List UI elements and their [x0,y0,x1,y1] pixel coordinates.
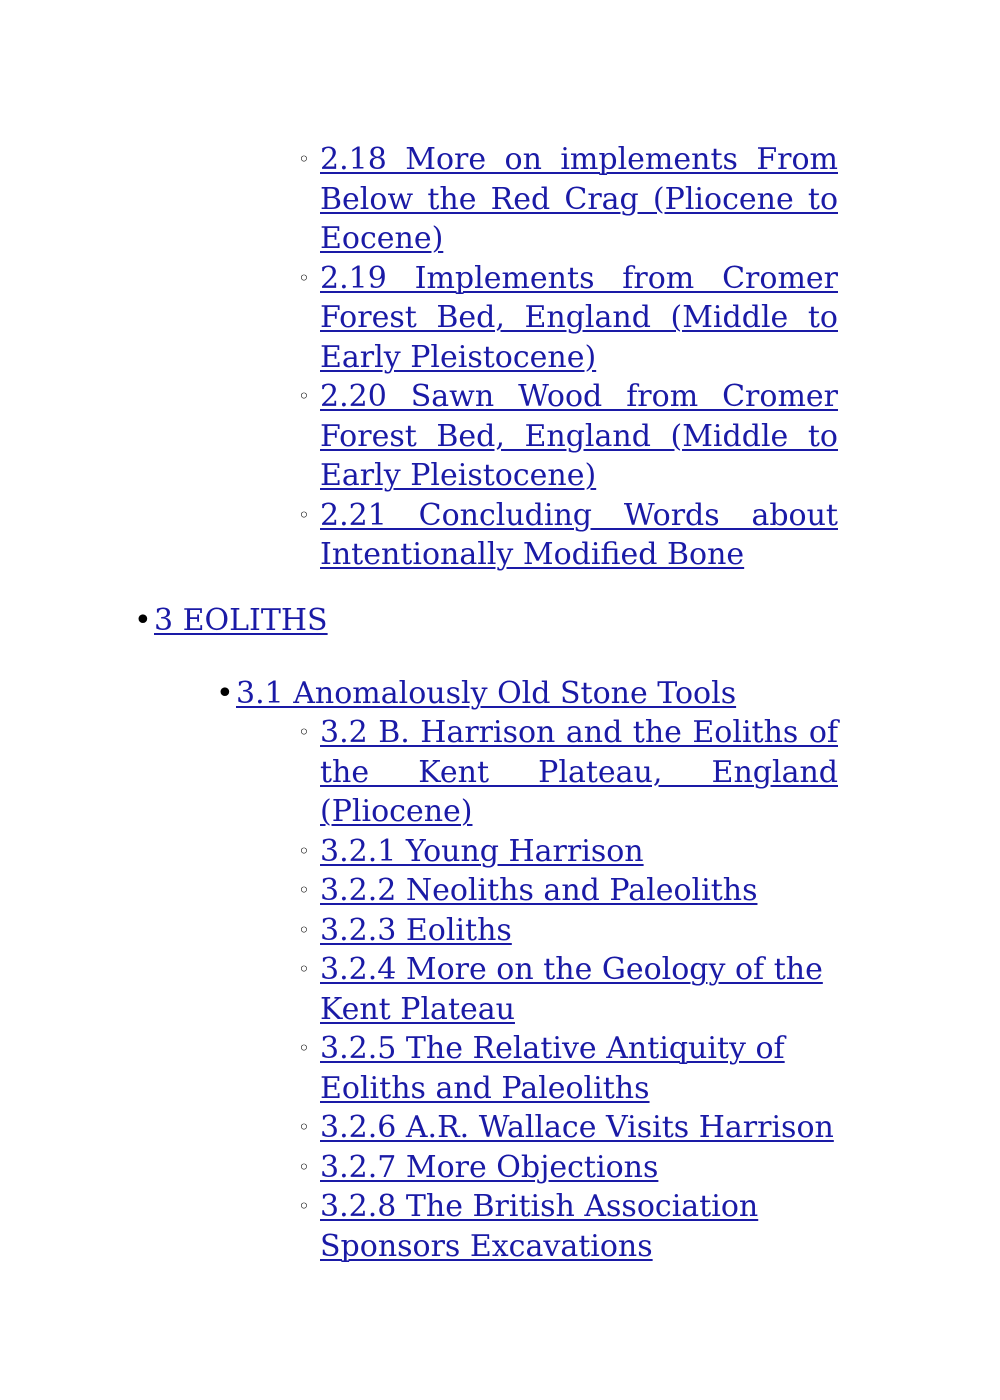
toc-item [298,871,838,911]
toc-link-3-2-8[interactable]: 3.2.8 The British Association Sponsors Excavations [320,1189,759,1264]
circle-bullet-icon: ◦ [298,1154,310,1179]
toc-link-3-2[interactable]: 3.2 B. Harrison and the Eoliths of the Kent Plateau, England (Pliocene) [320,715,838,829]
toc-chapter-item [134,601,328,641]
circle-bullet-icon: ◦ [298,957,310,981]
toc-item [298,1108,838,1148]
toc-sublist-section-3-1 [298,713,838,1266]
disc-bullet-icon: • [134,603,152,638]
circle-bullet-icon: ◦ [298,147,310,171]
toc-item [298,1029,838,1108]
toc-item [298,1187,838,1266]
toc-link-3-2-4[interactable]: 3.2.4 More on the Geology of the Kent Plateau [320,952,823,1027]
toc-link-3-2-7[interactable]: 3.2.7 More Objections [320,1149,659,1185]
toc-link-2-18[interactable]: 2.18 More on implements From Below the Red Crag (Pliocene to Eocene) [320,142,838,256]
circle-bullet-icon: ◦ [298,1115,310,1139]
toc-link-chapter-3[interactable]: 3 EOLITHS [154,603,328,638]
toc-link-2-21[interactable]: 2.21 Concluding Words about Intentionally Modified Bone [320,497,838,572]
toc-sublist-chapter-2 [298,140,838,575]
toc-item [298,496,838,575]
circle-bullet-icon: ◦ [298,1036,310,1060]
toc-item [298,911,838,951]
toc-link-3-2-3[interactable]: 3.2.3 Eoliths [320,912,512,948]
toc-item [298,140,838,259]
circle-bullet-icon: ◦ [298,265,310,290]
toc-item [298,1148,838,1188]
toc-link-2-20[interactable]: 2.20 Sawn Wood from Cromer Forest Bed, England (Middle to Early Pleistocene) [320,379,838,493]
toc-link-2-19[interactable]: 2.19 Implements from Cromer Forest Bed, England (Middle to Early Pleistocene) [320,260,838,375]
circle-bullet-icon: ◦ [298,838,310,863]
toc-item [298,832,838,872]
toc-item [298,713,838,832]
toc-item [298,377,838,496]
circle-bullet-icon: ◦ [298,1194,310,1218]
circle-bullet-icon: ◦ [298,384,310,408]
toc-link-3-2-2[interactable]: 3.2.2 Neoliths and Paleoliths [320,873,758,908]
toc-link-3-1[interactable]: 3.1 Anomalously Old Stone Tools [236,676,737,711]
circle-bullet-icon: ◦ [298,917,310,942]
toc-link-3-2-5[interactable]: 3.2.5 The Relative Antiquity of Eoliths and Paleoliths [320,1031,785,1106]
toc-link-3-2-6[interactable]: 3.2.6 A.R. Wallace Visits Harrison [320,1110,834,1145]
circle-bullet-icon: ◦ [298,720,310,744]
toc-link-3-2-1[interactable]: 3.2.1 Young Harrison [320,833,644,869]
toc-item [298,950,838,1029]
circle-bullet-icon: ◦ [298,878,310,902]
toc-section-item [216,674,737,714]
circle-bullet-icon: ◦ [298,502,310,527]
toc-item [298,259,838,378]
disc-bullet-icon: • [216,676,234,711]
